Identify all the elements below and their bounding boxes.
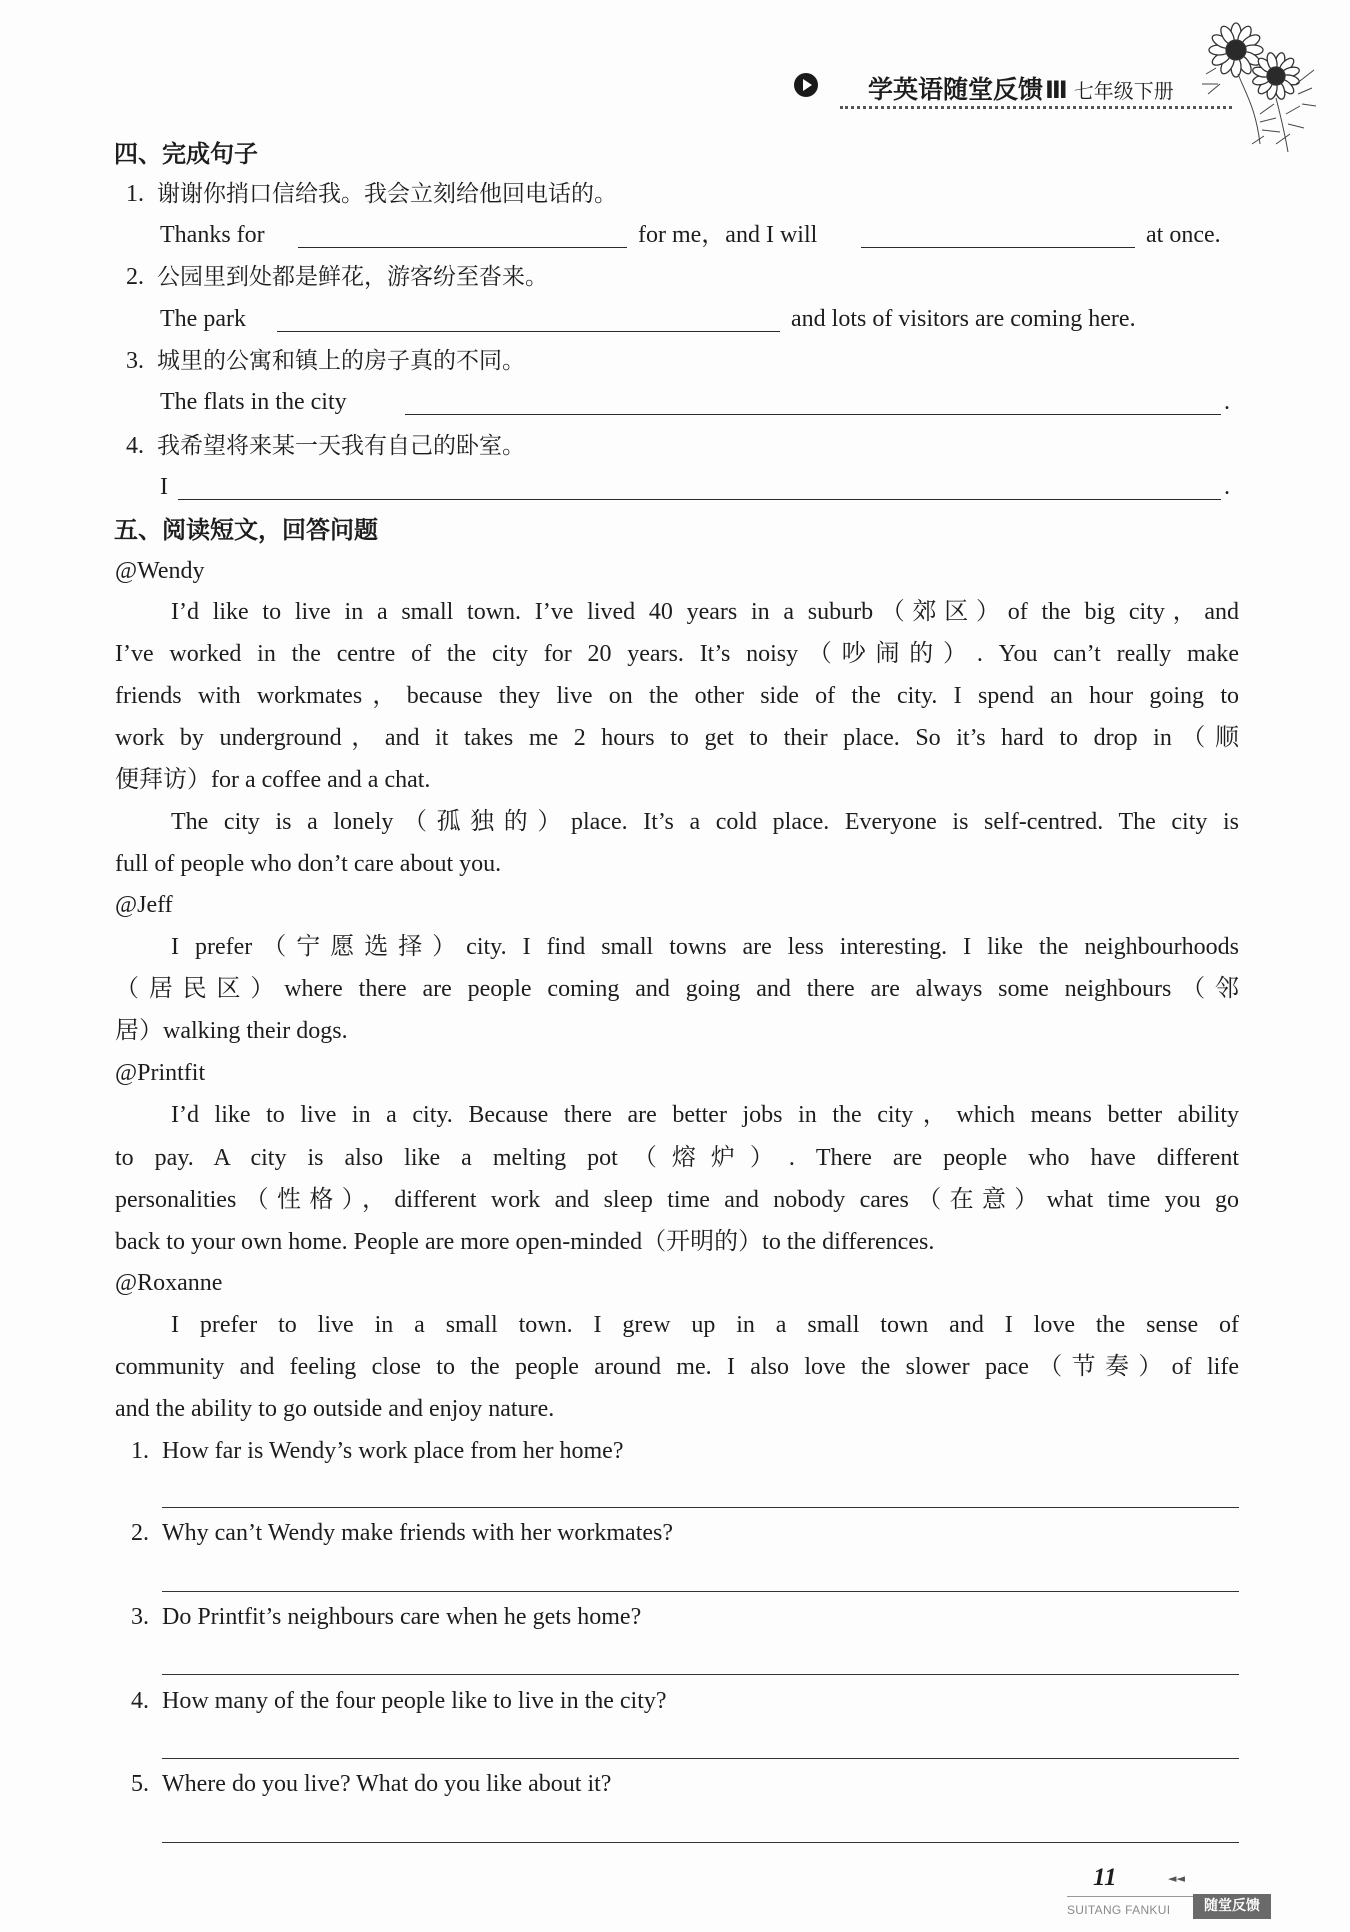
fill-in-blank (178, 499, 1221, 500)
play-circle-icon (794, 73, 818, 97)
fill-in-blank (298, 247, 627, 248)
arrows-icon: ◄◄ (1168, 1872, 1185, 1885)
passage-line: The city is a lonely（孤独的）place. It’s a cold place. Everyone is self-centred. The city is (171, 809, 1239, 835)
question-text: How far is Wendy’s work place from her home? (162, 1438, 624, 1464)
item-chinese-prompt: 谢谢你捎口信给我。我会立刻给他回电话的。 (157, 181, 617, 207)
item-english-text: Thanks for (160, 222, 265, 248)
page-number: 11 (1093, 1864, 1117, 1891)
passage-line: I’d like to live in a small town. I’ve lived 40 years in a suburb（郊区）of the big city，and (171, 599, 1239, 625)
item-english-text: at once. (1146, 222, 1221, 248)
item-number: 1. (126, 181, 144, 207)
question-number: 1. (131, 1438, 149, 1464)
passage-line: to pay. A city is also like a melting pot（熔炉）. There are people who have different (115, 1145, 1239, 1171)
passage-line: 便拜访）for a coffee and a chat. (115, 767, 431, 793)
sunflower-icon (1198, 14, 1320, 156)
post-author: @Printfit (115, 1060, 206, 1086)
question-number: 3. (131, 1604, 149, 1630)
question-text: Why can’t Wendy make friends with her workmates? (162, 1520, 674, 1546)
question-text: Do Printfit’s neighbours care when he gets home? (162, 1604, 642, 1630)
post-author: @Jeff (115, 892, 173, 918)
passage-line: and the ability to go outside and enjoy nature. (115, 1396, 555, 1422)
item-chinese-prompt: 城里的公寓和镇上的房子真的不同。 (157, 348, 525, 374)
question-text: How many of the four people like to live in the city? (162, 1688, 667, 1714)
item-period: . (1224, 389, 1230, 415)
item-chinese-prompt: 公园里到处都是鲜花，游客纷至沓来。 (157, 264, 548, 290)
question-number: 2. (131, 1520, 149, 1546)
book-volume: Ⅲ (1045, 76, 1068, 104)
item-number: 2. (126, 264, 144, 290)
passage-line: full of people who don’t care about you. (115, 851, 502, 877)
item-chinese-prompt: 我希望将来某一天我有自己的卧室。 (157, 433, 525, 459)
post-author: @Roxanne (115, 1270, 223, 1296)
passage-line: 居）walking their dogs. (115, 1018, 348, 1044)
question-number: 5. (131, 1771, 149, 1797)
item-english-text: The park (160, 306, 246, 332)
footer-brand-english: SUITANG FANKUI (1067, 1903, 1171, 1917)
answer-line (162, 1591, 1239, 1592)
header-title (868, 70, 1174, 104)
fill-in-blank (861, 247, 1135, 248)
book-grade: 七年级下册 (1073, 79, 1174, 103)
passage-line: community and feeling close to the people around me. I also love the slower pace（节奏）of life (115, 1354, 1239, 1380)
item-english-text: for me，and I will (638, 222, 818, 248)
answer-line (162, 1507, 1239, 1508)
header-dotted-rule (840, 106, 1232, 109)
footer-brand-chinese: 随堂反馈 (1193, 1894, 1271, 1919)
passage-line: personalities（性格），different work and sleep time and nobody cares（在意）what time you go (115, 1187, 1239, 1213)
post-author: @Wendy (115, 558, 205, 584)
passage-line: I’d like to live in a city. Because there are better jobs in the city，which means better ability (171, 1102, 1239, 1128)
fill-in-blank (405, 414, 1221, 415)
passage-line: I’ve worked in the centre of the city for 20 years. It’s noisy（吵闹的）. You can’t really make (115, 641, 1239, 667)
book-title: 学英语随堂反馈 (868, 75, 1044, 104)
answer-line (162, 1758, 1239, 1759)
fill-in-blank (277, 331, 780, 332)
answer-line (162, 1674, 1239, 1675)
footer-rule (1067, 1896, 1193, 1897)
item-number: 3. (126, 348, 144, 374)
item-english-text: I (160, 474, 168, 500)
passage-line: I prefer（宁愿选择）city. I find small towns are less interesting. I like the neighbourhoods (171, 934, 1239, 960)
item-english-text: and lots of visitors are coming here. (791, 306, 1136, 332)
item-english-text: The flats in the city (160, 389, 347, 415)
question-text: Where do you live? What do you like about it? (162, 1771, 612, 1797)
section-four-heading: 四、完成句子 (114, 140, 258, 168)
section-five-heading: 五、阅读短文，回答问题 (114, 516, 378, 544)
item-number: 4. (126, 433, 144, 459)
passage-line: friends with workmates，because they live on the other side of the city. I spend an hour going to (115, 683, 1239, 709)
question-number: 4. (131, 1688, 149, 1714)
passage-line: （居民区）where there are people coming and going and there are always some neighbours（邻 (115, 976, 1239, 1002)
passage-line: work by underground，and it takes me 2 hours to get to their place. So it’s hard to drop in（顺 (115, 725, 1239, 751)
answer-line (162, 1842, 1239, 1843)
passage-line: back to your own home. People are more open-minded（开明的）to the differences. (115, 1229, 935, 1255)
passage-line: I prefer to live in a small town. I grew up in a small town and I love the sense of (171, 1312, 1239, 1338)
item-period: . (1224, 474, 1230, 500)
